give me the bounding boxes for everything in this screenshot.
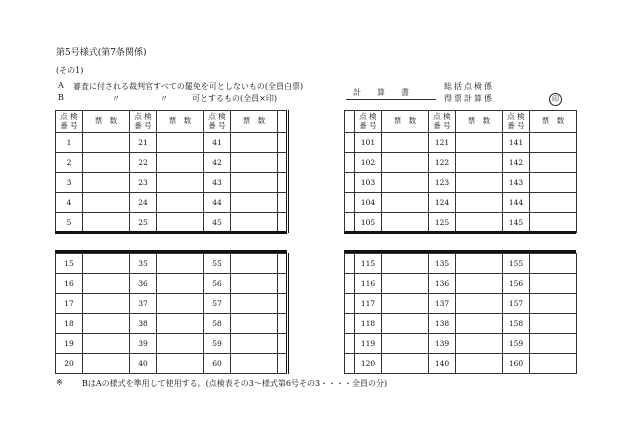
- top-right-bottom-border: [344, 231, 576, 234]
- vote-cell[interactable]: [382, 314, 429, 334]
- check-number: 59: [204, 334, 231, 354]
- check-number: 17: [56, 294, 83, 314]
- table-row: [345, 274, 577, 294]
- vote-cell[interactable]: [382, 173, 429, 193]
- vote-cell[interactable]: [157, 193, 204, 213]
- check-number: 124: [429, 193, 456, 213]
- check-number: 139: [429, 334, 456, 354]
- vote-cell[interactable]: [157, 254, 204, 274]
- header-vote-count: 票 数: [382, 111, 429, 133]
- vote-cell[interactable]: [382, 254, 429, 274]
- table-row: [345, 254, 577, 274]
- check-number: 143: [503, 173, 530, 193]
- table-row: [56, 334, 288, 354]
- header-vote-count: 票 数: [83, 111, 130, 133]
- line-b-text: 可とするもの(全員×印): [192, 94, 277, 103]
- vote-cell[interactable]: [456, 254, 503, 274]
- table-row: [56, 314, 288, 334]
- bottom-left-table: [55, 253, 289, 374]
- check-number: 55: [204, 254, 231, 274]
- vote-cell[interactable]: [83, 193, 130, 213]
- seal-mark: 印: [549, 93, 562, 106]
- check-number: 60: [204, 354, 231, 374]
- vote-cell[interactable]: [157, 274, 204, 294]
- check-number: 160: [503, 354, 530, 374]
- vote-cell[interactable]: [231, 294, 278, 314]
- vote-cell[interactable]: [157, 334, 204, 354]
- header-check-number: 点 検 番 号: [56, 111, 83, 133]
- check-number: 19: [56, 334, 83, 354]
- vote-cell[interactable]: [456, 173, 503, 193]
- check-number: 102: [355, 153, 382, 173]
- top-right-table: [344, 110, 577, 233]
- vote-cell[interactable]: [382, 294, 429, 314]
- vote-cell[interactable]: [456, 133, 503, 153]
- form-number: 第5号様式(第7条関係): [56, 48, 147, 58]
- check-number: 43: [204, 173, 231, 193]
- vote-cell[interactable]: [530, 173, 577, 193]
- line-b-ditto-2: 〃: [160, 94, 168, 103]
- check-number: 103: [355, 173, 382, 193]
- check-number: 39: [130, 334, 157, 354]
- check-number: 36: [130, 274, 157, 294]
- vote-cell[interactable]: [456, 314, 503, 334]
- line-b-ditto-1: 〃: [112, 94, 120, 103]
- header-vote-count: 票 数: [456, 111, 503, 133]
- role-vote-counter: 得票計算係: [444, 94, 494, 103]
- table-row: [345, 314, 577, 334]
- footnote-mark: ※: [56, 378, 63, 387]
- role-chief-checker: 総括点検係: [444, 82, 494, 91]
- vote-cell[interactable]: [83, 153, 130, 173]
- check-number: 142: [503, 153, 530, 173]
- vote-cell[interactable]: [83, 334, 130, 354]
- header-vote-count: 票 数: [530, 111, 577, 133]
- vote-cell[interactable]: [157, 213, 204, 233]
- table-row: [345, 153, 577, 173]
- table-row: [56, 294, 288, 314]
- part-label: (その1): [56, 66, 84, 75]
- vote-cell[interactable]: [83, 294, 130, 314]
- check-number: 41: [204, 133, 231, 153]
- vote-cell[interactable]: [530, 274, 577, 294]
- calculation-sheet-title: 計 算 書: [353, 88, 409, 97]
- vote-cell[interactable]: [83, 274, 130, 294]
- vote-cell[interactable]: [231, 334, 278, 354]
- bottom-right-table: [344, 253, 577, 374]
- check-number: 115: [355, 254, 382, 274]
- check-number: 40: [130, 354, 157, 374]
- table-row: [56, 213, 288, 233]
- vote-cell[interactable]: [231, 153, 278, 173]
- check-number: 42: [204, 153, 231, 173]
- check-number: 122: [429, 153, 456, 173]
- vote-cell[interactable]: [157, 133, 204, 153]
- line-b-letter: B: [58, 93, 64, 102]
- vote-cell[interactable]: [157, 294, 204, 314]
- check-number: 24: [130, 193, 157, 213]
- vote-cell[interactable]: [382, 193, 429, 213]
- check-number: 137: [429, 294, 456, 314]
- check-number: 18: [56, 314, 83, 334]
- check-number: 105: [355, 213, 382, 233]
- vote-cell[interactable]: [456, 334, 503, 354]
- header-check-number: 点 検 番 号: [429, 111, 456, 133]
- vote-cell[interactable]: [382, 354, 429, 374]
- check-number: 101: [355, 133, 382, 153]
- table-row: [345, 173, 577, 193]
- check-number: 16: [56, 274, 83, 294]
- check-number: 136: [429, 274, 456, 294]
- vote-cell[interactable]: [456, 274, 503, 294]
- header-vote-count: 票 数: [157, 111, 204, 133]
- vote-cell[interactable]: [157, 354, 204, 374]
- table-row: [345, 294, 577, 314]
- check-number: 56: [204, 274, 231, 294]
- check-number: 123: [429, 173, 456, 193]
- check-number: 156: [503, 274, 530, 294]
- vote-cell[interactable]: [456, 153, 503, 173]
- check-number: 138: [429, 314, 456, 334]
- top-left-table: [55, 110, 289, 233]
- check-number: 22: [130, 153, 157, 173]
- table-row: [56, 274, 288, 294]
- vote-cell[interactable]: [231, 133, 278, 153]
- vote-cell[interactable]: [530, 314, 577, 334]
- check-number: 141: [503, 133, 530, 153]
- table-row: [345, 334, 577, 354]
- table-row: [56, 354, 288, 374]
- vote-cell[interactable]: [231, 354, 278, 374]
- calculation-sheet-underline: [346, 99, 436, 100]
- check-number: 21: [130, 133, 157, 153]
- check-number: 135: [429, 254, 456, 274]
- table-row: [345, 193, 577, 213]
- check-number: 159: [503, 334, 530, 354]
- vote-cell[interactable]: [382, 334, 429, 354]
- vote-cell[interactable]: [530, 334, 577, 354]
- check-number: 116: [355, 274, 382, 294]
- check-number: 37: [130, 294, 157, 314]
- check-number: 121: [429, 133, 456, 153]
- table-row: [56, 193, 288, 213]
- vote-cell[interactable]: [157, 173, 204, 193]
- check-number: 158: [503, 314, 530, 334]
- check-number: 117: [355, 294, 382, 314]
- check-number: 2: [56, 153, 83, 173]
- vote-cell[interactable]: [530, 294, 577, 314]
- line-a-text: 審査に付される裁判官すべての罷免を可としないもの(全員白票): [73, 82, 304, 91]
- header-check-number: 点 検 番 号: [503, 111, 530, 133]
- vote-cell[interactable]: [83, 213, 130, 233]
- check-number: 38: [130, 314, 157, 334]
- vote-cell[interactable]: [231, 193, 278, 213]
- table-row: [56, 254, 288, 274]
- vote-cell[interactable]: [83, 314, 130, 334]
- vote-cell[interactable]: [456, 193, 503, 213]
- check-number: 23: [130, 173, 157, 193]
- check-number: 25: [130, 213, 157, 233]
- vote-cell[interactable]: [83, 354, 130, 374]
- check-number: 4: [56, 193, 83, 213]
- line-a-letter: A: [58, 81, 64, 90]
- check-number: 125: [429, 213, 456, 233]
- check-number: 15: [56, 254, 83, 274]
- check-number: 58: [204, 314, 231, 334]
- table-row: [56, 153, 288, 173]
- vote-cell[interactable]: [157, 153, 204, 173]
- header-check-number: 点 検 番 号: [355, 111, 382, 133]
- vote-cell[interactable]: [456, 213, 503, 233]
- check-number: 140: [429, 354, 456, 374]
- check-number: 45: [204, 213, 231, 233]
- check-number: 157: [503, 294, 530, 314]
- check-number: 5: [56, 213, 83, 233]
- vote-cell[interactable]: [83, 173, 130, 193]
- check-number: 144: [503, 193, 530, 213]
- header-check-number: 点 検 番 号: [204, 111, 231, 133]
- header-check-number: 点 検 番 号: [130, 111, 157, 133]
- vote-cell[interactable]: [530, 153, 577, 173]
- vote-cell[interactable]: [83, 254, 130, 274]
- vote-cell[interactable]: [530, 213, 577, 233]
- vote-cell[interactable]: [231, 254, 278, 274]
- header-vote-count: 票 数: [231, 111, 278, 133]
- vote-cell[interactable]: [530, 354, 577, 374]
- vote-cell[interactable]: [83, 133, 130, 153]
- check-number: 104: [355, 193, 382, 213]
- check-number: 35: [130, 254, 157, 274]
- check-number: 118: [355, 314, 382, 334]
- vote-cell[interactable]: [157, 314, 204, 334]
- vote-cell[interactable]: [382, 153, 429, 173]
- check-number: 44: [204, 193, 231, 213]
- check-number: 3: [56, 173, 83, 193]
- vote-cell[interactable]: [231, 213, 278, 233]
- table-row: [345, 213, 577, 233]
- check-number: 20: [56, 354, 83, 374]
- vote-cell[interactable]: [530, 193, 577, 213]
- vote-cell[interactable]: [231, 314, 278, 334]
- table-row: [345, 354, 577, 374]
- check-number: 120: [355, 354, 382, 374]
- vote-cell[interactable]: [530, 133, 577, 153]
- vote-cell[interactable]: [382, 133, 429, 153]
- check-number: 1: [56, 133, 83, 153]
- table-row: [345, 133, 577, 153]
- vote-cell[interactable]: [382, 274, 429, 294]
- vote-cell[interactable]: [456, 294, 503, 314]
- footnote-text: BはAの様式を準用して使用する。(点検表その3～様式第6号その3・・・・全員の分): [82, 379, 388, 388]
- vote-cell[interactable]: [456, 354, 503, 374]
- check-number: 145: [503, 213, 530, 233]
- vote-cell[interactable]: [231, 274, 278, 294]
- vote-cell[interactable]: [382, 213, 429, 233]
- vote-cell[interactable]: [231, 173, 278, 193]
- check-number: 155: [503, 254, 530, 274]
- check-number: 57: [204, 294, 231, 314]
- table-row: [56, 133, 288, 153]
- top-left-bottom-border: [55, 231, 287, 234]
- table-row: [56, 173, 288, 193]
- check-number: 119: [355, 334, 382, 354]
- vote-cell[interactable]: [530, 254, 577, 274]
